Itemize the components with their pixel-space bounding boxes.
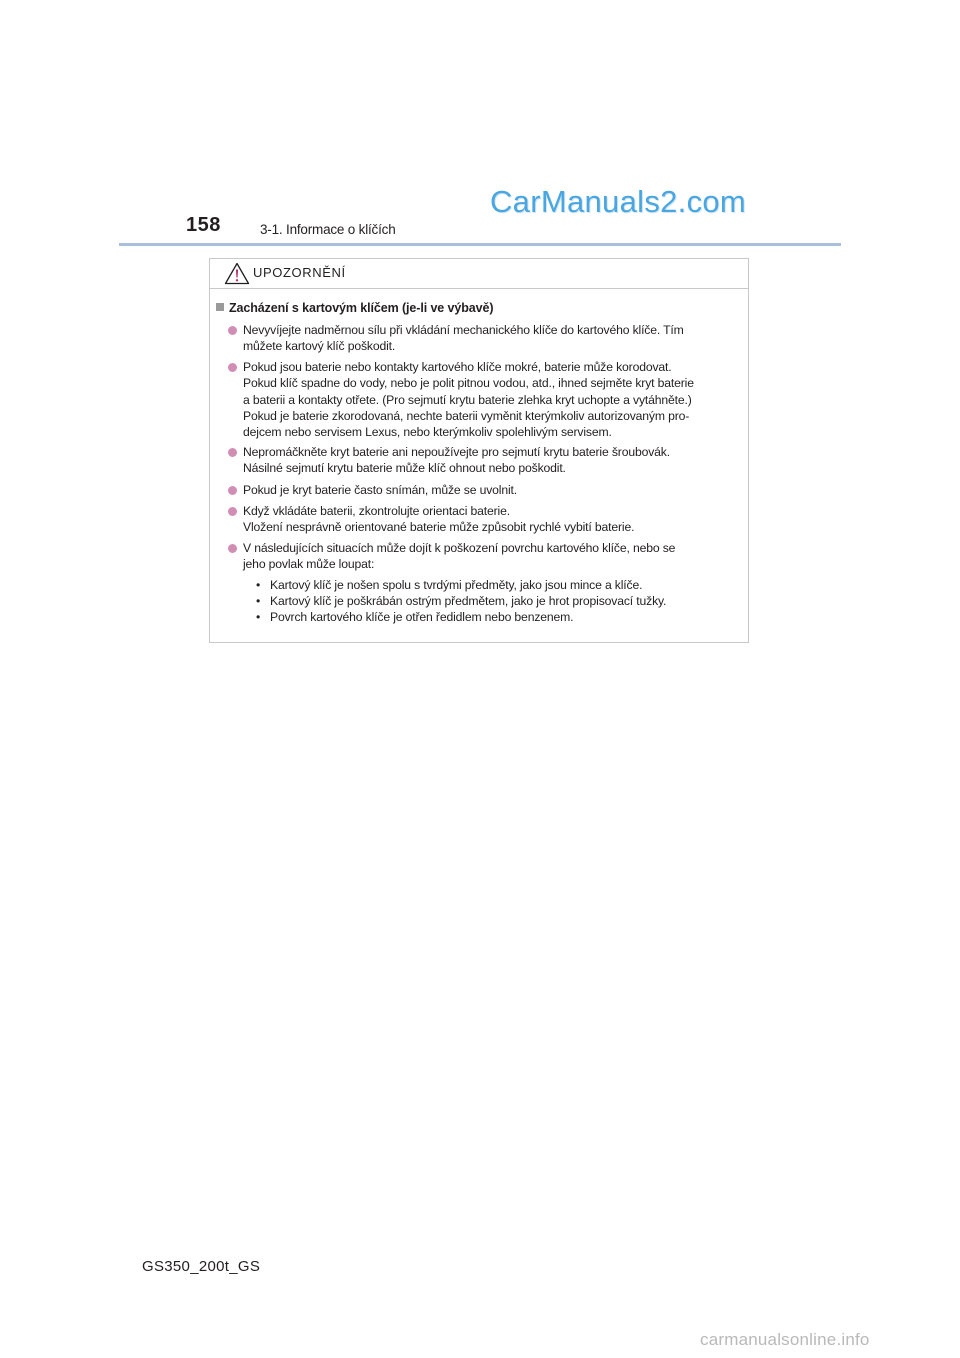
- sub-list-item: • Kartový klíč je nošen spolu s tvrdými předměty, jako jsou mince a klíče.: [256, 577, 744, 593]
- page-number: 158: [186, 214, 221, 236]
- bullet-line: Vložení nesprávně orientované baterie může způsobit rychlé vybití baterie.: [243, 520, 635, 535]
- list-item: [224, 503, 744, 536]
- sub-list-item: • Povrch kartového klíče je otřen ředidlem nebo benzenem.: [256, 609, 744, 625]
- bullet-line: dejcem nebo servisem Lexus, nebo kterýmkoliv spolehlivým servisem.: [243, 425, 612, 440]
- bullet-line: Nevyvíjejte nadměrnou sílu při vkládání mechanického klíče do kartového klíče. Tím: [243, 323, 684, 337]
- list-item: [224, 482, 744, 498]
- bullet-line: a baterii a kontakty otřete. (Pro sejmutí krytu baterie zlehka kryt uchopte a vytáhněte.): [243, 392, 692, 407]
- list-item: [224, 444, 744, 477]
- bullet-dot-icon: [228, 448, 237, 457]
- bullet-dot-icon: [228, 544, 237, 553]
- warning-box: [209, 258, 749, 643]
- bullet-line: můžete kartový klíč poškodit.: [243, 339, 396, 354]
- bullet-dot-icon: [228, 507, 237, 516]
- watermark-top[interactable]: CarManuals2.com: [490, 184, 747, 219]
- warning-title: UPOZORNĚNÍ: [253, 265, 346, 280]
- sub-list: [256, 577, 744, 626]
- bullet-line: Pokud klíč spadne do vody, nebo je polit pitnou vodou, atd., ihned sejměte kryt baterie: [243, 376, 694, 391]
- bullet-line: V následujících situacích může dojít k poškození povrchu kartového klíče, nebo se: [243, 541, 676, 555]
- bullet-line: jeho povlak může loupat:: [243, 557, 375, 572]
- warning-triangle-icon: [224, 262, 250, 285]
- watermark-bottom[interactable]: carmanualsonline.info: [700, 1330, 870, 1349]
- list-item: [224, 322, 744, 355]
- sub-list-item: • Kartový klíč je poškrábán ostrým předmětem, jako je hrot propisovací tužky.: [256, 593, 744, 609]
- bullet-line: Pokud je kryt baterie často snímán, může se uvolnit.: [243, 483, 518, 497]
- list-item: [224, 359, 744, 440]
- header-rule: [119, 243, 841, 246]
- square-bullet-icon: [216, 303, 224, 311]
- list-item: [224, 540, 744, 625]
- bullet-line: Nepromáčkněte kryt baterie ani nepoužívejte pro sejmutí krytu baterie šroubovák.: [243, 445, 670, 459]
- bullet-dot-icon: [228, 363, 237, 372]
- bullet-line: Pokud je baterie zkorodovaná, nechte baterii vyměnit kterýmkoliv autorizovaným pro-: [243, 408, 690, 423]
- footer-model-code: GS350_200t_GS: [142, 1258, 261, 1275]
- subheading: [216, 301, 493, 315]
- bullet-dot-icon: [228, 326, 237, 335]
- bullet-line: Pokud jsou baterie nebo kontakty kartového klíče mokré, baterie může korodovat.: [243, 360, 672, 374]
- section-title: 3-1. Informace o klíčích: [260, 222, 396, 237]
- subheading-text: Zacházení s kartovým klíčem (je-li ve výbavě): [229, 301, 494, 315]
- bullet-line: Když vkládáte baterii, zkontrolujte orientaci baterie.: [243, 504, 510, 518]
- bullet-line: Násilné sejmutí krytu baterie může klíč ohnout nebo poškodit.: [243, 461, 566, 476]
- warning-header: [210, 259, 748, 289]
- bullet-dot-icon: [228, 486, 237, 495]
